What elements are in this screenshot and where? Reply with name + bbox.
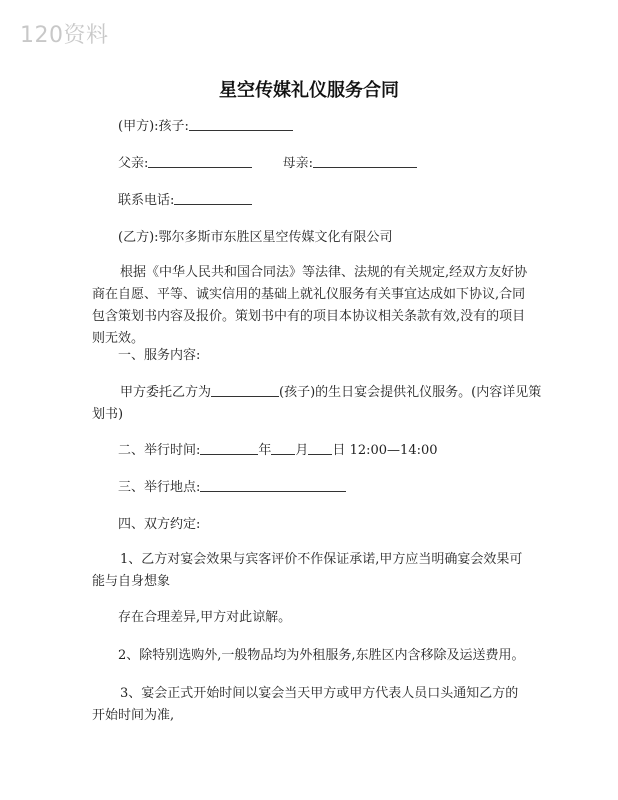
day-blank[interactable] — [308, 440, 332, 455]
intro-paragraph: 根据《中华人民共和国合同法》等法律、法规的有关规定,经双方友好协商在自愿、平等、诚实信用的基础上就礼仪服务有关事宜达成如下协议,合同包含策划书内容及报价。策划书中有的项目本协议相关条款有效,没有的项目则无效。 — [92, 265, 528, 346]
month-label: 月 — [295, 443, 309, 458]
section1-text-before: 甲方委托乙方为 — [120, 385, 212, 400]
section2-heading: 二、举行时间: — [118, 443, 201, 458]
phone-blank[interactable] — [174, 190, 252, 205]
mother-name-blank[interactable] — [313, 153, 417, 168]
watermark: 120资料 — [20, 23, 109, 48]
section3-heading: 三、举行地点: — [118, 480, 201, 495]
agreement-item-1a: 1、乙方对宴会效果与宾客评价不作保证承诺,甲方应当明确宴会效果可能与自身想象 — [92, 552, 523, 589]
agreement-item-3: 3、宴会正式开始时间以宴会当天甲方或甲方代表人员口头通知乙方的开始时间为准, — [92, 686, 519, 723]
year-blank[interactable] — [200, 440, 258, 455]
page-title: 星空传媒礼仪服务合同 — [219, 80, 399, 101]
section1-heading: 一、服务内容: — [118, 348, 201, 363]
father-label: 父亲: — [118, 156, 149, 171]
phone-label: 联系电话: — [118, 193, 175, 208]
party-b-line: (乙方):鄂尔多斯市东胜区星空传媒文化有限公司 — [118, 230, 393, 245]
party-a-child-line — [118, 116, 293, 138]
mother-label: 母亲: — [282, 156, 314, 171]
section1-text-cont: 划书) — [92, 407, 124, 422]
agreement-item-2: 2、除特别选购外,一般物品均为外租服务,东胜区内含移除及运送费用。 — [118, 648, 525, 663]
venue-blank[interactable] — [200, 477, 346, 492]
child-name-blank[interactable] — [189, 116, 293, 131]
section3-line — [118, 477, 346, 499]
phone-line — [118, 190, 252, 212]
section1-body — [92, 382, 542, 426]
section1-text-after: (孩子)的生日宴会提供礼仪服务。(内容详见策 — [279, 385, 542, 400]
party-a-child-label: (甲方):孩子: — [118, 119, 189, 134]
parents-line — [118, 153, 417, 175]
month-blank[interactable] — [271, 440, 295, 455]
agreement-item-1b: 存在合理差异,甲方对此谅解。 — [118, 610, 292, 625]
child-name-blank-2[interactable] — [211, 382, 279, 397]
father-name-blank[interactable] — [148, 153, 252, 168]
year-label: 年 — [258, 443, 272, 458]
section2-line — [118, 440, 438, 462]
section4-heading: 四、双方约定: — [118, 517, 201, 532]
day-label: 日 — [332, 443, 346, 458]
event-time: 12:00—14:00 — [349, 443, 438, 458]
